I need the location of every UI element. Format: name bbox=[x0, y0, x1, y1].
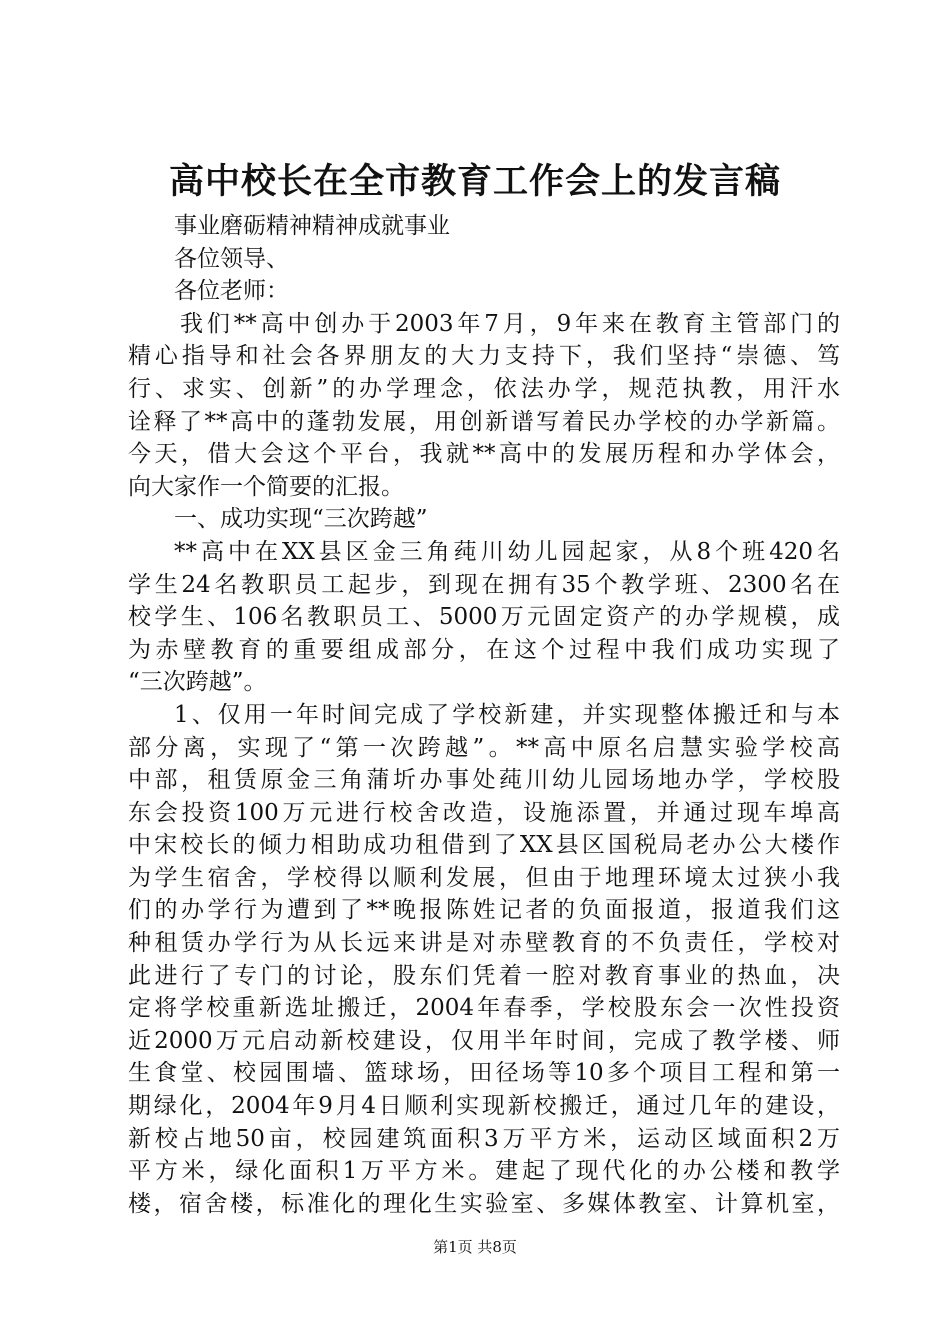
paragraph-line: 精心指导和社会各界朋友的大力支持下，我们坚持“崇德、笃 bbox=[128, 343, 840, 370]
paragraph-line: 近2000万元启动新校建设，仅用半年时间，完成了教学楼、师 bbox=[128, 1027, 840, 1054]
paragraph-line: 为学生宿舍，学校得以顺利发展，但由于地理环境太过狭小我 bbox=[128, 864, 840, 891]
page-number: 第1页 共8页 bbox=[433, 1238, 517, 1256]
paragraph-line: “三次跨越”。 bbox=[128, 669, 267, 696]
paragraph-line: 平方米，绿化面积1万平方米。建起了现代化的办公楼和教学 bbox=[128, 1158, 840, 1185]
paragraph-line: 定将学校重新选址搬迁，2004年春季，学校股东会一次性投资 bbox=[128, 995, 840, 1022]
paragraph-line: 学生24名教职员工起步，到现在拥有35个教学班、2300名在 bbox=[128, 571, 840, 598]
paragraph-line: 1、仅用一年时间完成了学校新建，并实现整体搬迁和与本 bbox=[174, 701, 840, 728]
paragraph-line: 新校占地50亩，校园建筑面积3万平方米，运动区域面积2万 bbox=[128, 1125, 840, 1152]
subtitle-line: 事业磨砺精神精神成就事业 bbox=[174, 213, 450, 239]
paragraph-line: 期绿化，2004年9月4日顺利实现新校搬迁，通过几年的建设， bbox=[128, 1093, 840, 1120]
paragraph-line: 此进行了专门的讨论，股东们凭着一腔对教育事业的热血，决 bbox=[128, 962, 840, 989]
paragraph-line: 校学生、106名教职员工、5000万元固定资产的办学规模，成 bbox=[128, 604, 840, 631]
document-body bbox=[128, 210, 840, 1220]
paragraph-line: 向大家作一个简要的汇报。 bbox=[128, 473, 404, 500]
paragraph-line: 诠释了**高中的蓬勃发展，用创新谱写着民办学校的办学新篇。 bbox=[128, 408, 840, 435]
paragraph-line: **高中在XX县区金三角莼川幼儿园起家，从8个班420名 bbox=[174, 538, 840, 565]
paragraph-line: 中宋校长的倾力相助成功租借到了XX县区国税局老办公大楼作 bbox=[128, 832, 840, 859]
document-title: 高中校长在全市教育工作会上的发言稿 bbox=[168, 161, 781, 202]
salutation-line: 各位老师： bbox=[174, 278, 289, 305]
paragraph-line: 们的办学行为遭到了**晚报陈姓记者的负面报道，报道我们这 bbox=[128, 897, 840, 924]
section-heading: 一、成功实现“三次跨越” bbox=[174, 506, 428, 533]
salutation-line: 各位领导、 bbox=[174, 245, 289, 272]
paragraph-line: 种租赁办学行为从长远来讲是对赤壁教育的不负责任，学校对 bbox=[128, 930, 840, 957]
paragraph-line: 为赤壁教育的重要组成部分，在这个过程中我们成功实现了 bbox=[128, 636, 840, 663]
paragraph-line: 楼，宿舍楼，标准化的理化生实验室、多媒体教室、计算机室， bbox=[128, 1190, 840, 1217]
paragraph-line: 行、求实、创新”的办学理念，依法办学，规范执教，用汗水 bbox=[128, 375, 840, 402]
paragraph-line: 我们**高中创办于2003年7月，9年来在教育主管部门的 bbox=[180, 310, 840, 337]
paragraph-line: 部分离，实现了“第一次跨越”。**高中原名启慧实验学校高 bbox=[128, 734, 840, 761]
paragraph-line: 中部，租赁原金三角蒲圻办事处莼川幼儿园场地办学，学校股 bbox=[128, 767, 840, 794]
paragraph-line: 今天，借大会这个平台，我就**高中的发展历程和办学体会， bbox=[128, 441, 840, 468]
paragraph-line: 生食堂、校园围墙、篮球场，田径场等10多个项目工程和第一 bbox=[128, 1060, 840, 1087]
paragraph-line: 东会投资100万元进行校舍改造，设施添置，并通过现车埠高 bbox=[128, 799, 840, 826]
